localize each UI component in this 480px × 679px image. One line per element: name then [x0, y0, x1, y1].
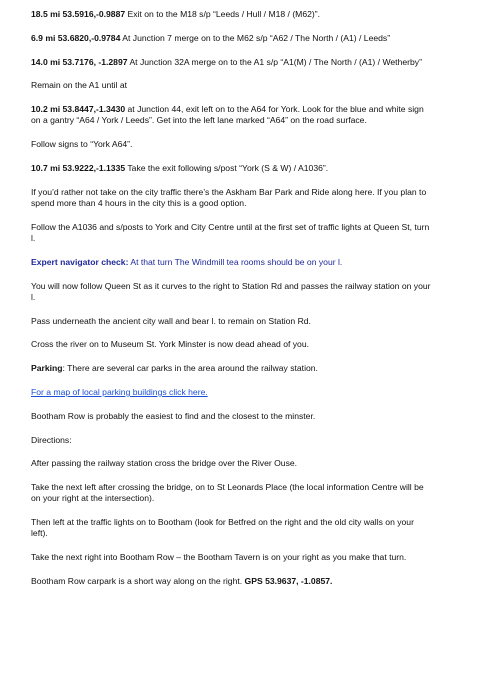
follow-signs-york: Follow signs to “York A64”. — [31, 139, 133, 150]
instruction-text: at Junction 44, exit left on to the A64 for York. Look for the blue and white sign on a gantry “A64 / York / Leeds”. Get into the left lane marked “A64” on the road surface. — [31, 104, 424, 126]
directions-heading: Directions: — [31, 434, 72, 445]
direction-st-leonards: Take the next left after crossing the bridge, on to St Leonards Place (the local information Centre will be on your right at the intersection). — [31, 482, 424, 504]
instruction-text: Take the exit following s/post “York (S & W) / A1036”. — [125, 162, 329, 173]
distance-gps: 14.0 mi 53.7176, -1.2897 — [31, 56, 128, 67]
step-a1 — [31, 57, 432, 68]
distance-gps: 18.5 mi 53.5916,-0.9887 — [31, 9, 126, 19]
parking-map-link[interactable]: For a map of local parking buildings click here. — [31, 386, 208, 397]
carpark-text: Bootham Row carpark is a short way along on the right. — [31, 575, 245, 586]
distance-gps: 10.2 mi 53.8447,-1.3430 — [31, 104, 126, 115]
queen-st-instruction: You will now follow Queen St as it curves to the right to Station Rd and passes the railway station on your l. — [31, 280, 431, 302]
park-and-ride-note: If you’d rather not take on the city traffic there’s the Askham Bar Park and Ride along here. If you plan to spend more than 4 hours in the city this is a good option. — [31, 186, 427, 208]
distance-gps: 6.9 mi 53.6820,-0.9784 — [31, 32, 121, 43]
step-a1036 — [31, 163, 432, 174]
step-a64 — [31, 104, 432, 126]
step-m62 — [31, 33, 432, 44]
parking-map-paragraph — [31, 387, 432, 398]
step-m18 — [31, 9, 432, 20]
museum-st-instruction: Cross the river on to Museum St. York Minster is now dead ahead of you. — [31, 339, 310, 350]
direction-bootham-row: Take the next right into Bootham Row – the Bootham Tavern is on your right as you make that turn. — [31, 552, 407, 563]
navigator-text: At that turn The Windmill tea rooms should be on your l. — [128, 256, 343, 267]
parking-label: Parking — [31, 363, 63, 374]
instruction-text: At Junction 7 merge on to the M62 s/p “A62 / The North / (A1) / Leeds” — [120, 32, 391, 43]
city-wall-instruction: Pass underneath the ancient city wall and bear l. to remain on Station Rd. — [31, 315, 311, 326]
bootham-row-note: Bootham Row is probably the easiest to find and the closest to the minster. — [31, 410, 316, 421]
carpark-gps: GPS 53.9637, -1.0857. — [244, 575, 333, 586]
navigator-label: Expert navigator check: — [31, 256, 129, 267]
remain-on-a1: Remain on the A1 until at — [31, 80, 128, 91]
direction-bridge: After passing the railway station cross the bridge over the River Ouse. — [31, 458, 298, 469]
direction-bootham: Then left at the traffic lights on to Bootham (look for Betfred on the right and the old city walls on your left). — [31, 517, 414, 539]
follow-a1036: Follow the A1036 and s/posts to York and City Centre until at the first set of traffic lights at Queen St, turn l. — [31, 221, 430, 243]
instruction-text: At Junction 32A merge on to the A1 s/p “A1(M) / The North / (A1) / Wetherby” — [127, 56, 422, 67]
parking-text: : There are several car parks in the area around the railway station. — [62, 363, 318, 374]
distance-gps: 10.7 mi 53.9222,-1.1335 — [31, 162, 126, 173]
parking-paragraph — [31, 363, 432, 374]
expert-navigator-check — [31, 257, 432, 268]
carpark-paragraph — [31, 576, 432, 587]
instruction-text: Exit on to the M18 s/p “Leeds / Hull / M18 / (M62)”. — [125, 9, 321, 19]
